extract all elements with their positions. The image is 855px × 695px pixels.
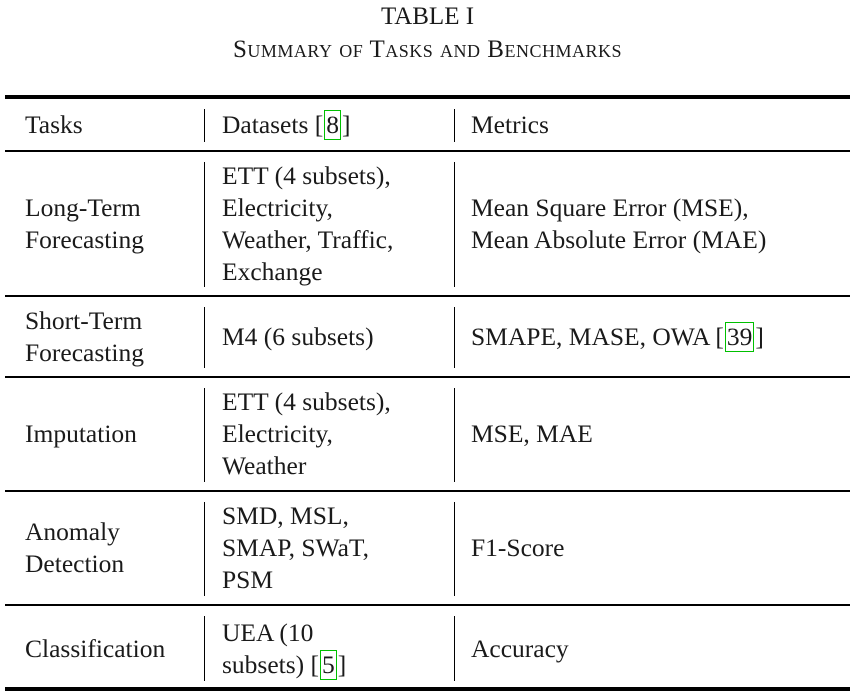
metrics-cell: SMAPE, MASE, OWA [ 39 ] bbox=[471, 321, 764, 351]
task-cell: Imputation bbox=[25, 419, 137, 448]
metrics-cell: MSE, MAE bbox=[471, 419, 593, 448]
citation-link[interactable]: 5 bbox=[322, 649, 335, 679]
header-metrics: Metrics bbox=[471, 109, 549, 139]
table-header-row bbox=[5, 99, 850, 152]
citation-link[interactable]: 8 bbox=[326, 109, 340, 139]
table-row bbox=[5, 378, 850, 492]
benchmark-table bbox=[5, 95, 850, 691]
task-cell: Short-Term Forecasting bbox=[25, 305, 144, 367]
datasets-cell: UEA (10 subsets) [ 5 ] bbox=[222, 617, 347, 679]
citation-link[interactable]: 39 bbox=[726, 321, 753, 351]
table-row bbox=[5, 297, 850, 378]
table-row bbox=[5, 492, 850, 606]
datasets-cell: ETT (4 subsets), Electricity, Weather, Traffic, Exchange bbox=[222, 160, 394, 286]
header-datasets: Datasets [ 8 ] bbox=[222, 109, 351, 139]
task-cell: Anomaly Detection bbox=[25, 517, 125, 578]
metrics-cell: Accuracy bbox=[471, 633, 569, 663]
datasets-cell: SMD, MSL, SMAP, SWaT, PSM bbox=[222, 501, 369, 594]
table-row bbox=[5, 152, 850, 297]
table-row bbox=[5, 606, 850, 691]
task-cell: Classification bbox=[25, 633, 166, 663]
metrics-cell: Mean Square Error (MSE), Mean Absolute Error (MAE) bbox=[471, 192, 767, 254]
metrics-cell: F1-Score bbox=[471, 533, 565, 562]
table-label: TABLE I bbox=[380, 3, 475, 30]
task-cell: Long-Term Forecasting bbox=[25, 192, 144, 254]
table-title: Summary of Tasks and Benchmarks bbox=[233, 36, 622, 63]
datasets-cell: ETT (4 subsets), Electricity, Weather bbox=[222, 387, 391, 480]
datasets-cell: M4 (6 subsets) bbox=[222, 321, 374, 351]
header-tasks: Tasks bbox=[25, 109, 83, 139]
